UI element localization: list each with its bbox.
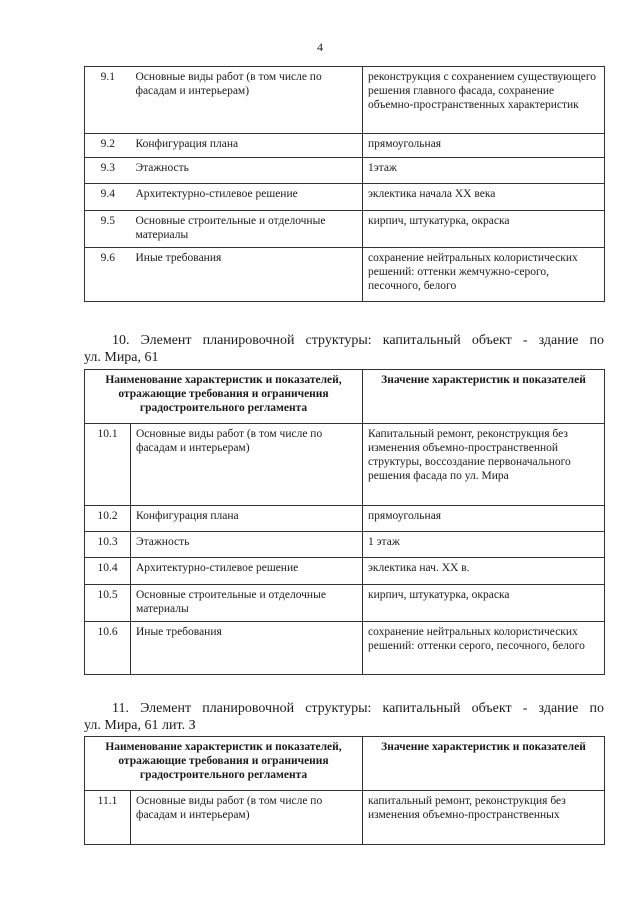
page-number: 4 bbox=[317, 40, 323, 54]
row-characteristic: Основные виды работ (в том числе по фасадам и интерьерам) bbox=[131, 67, 363, 134]
row-value: 1 этаж bbox=[363, 532, 605, 558]
row-characteristic: Основные виды работ (в том числе по фасадам и интерьерам) bbox=[131, 791, 363, 845]
row-number: 9.6 bbox=[85, 248, 131, 302]
row-number: 9.5 bbox=[85, 211, 131, 248]
section-10-heading bbox=[84, 332, 604, 366]
header-value: Значение характеристик и показателей bbox=[363, 737, 605, 791]
row-value: капитальный ремонт, реконструкция без изменения объемно-пространственных bbox=[363, 791, 605, 845]
row-value: эклектика начала XX века bbox=[363, 184, 605, 211]
table-row bbox=[85, 424, 605, 506]
table-header bbox=[85, 737, 605, 791]
table-row bbox=[85, 506, 605, 532]
row-number: 10.3 bbox=[85, 532, 131, 558]
section-11-heading-line1: 11. Элемент планировочной структуры: капитальный объект - здание по bbox=[112, 701, 604, 716]
row-number: 11.1 bbox=[85, 791, 131, 845]
row-characteristic: Иные требования bbox=[131, 248, 363, 302]
row-value: кирпич, штукатурка, окраска bbox=[363, 211, 605, 248]
row-characteristic: Этажность bbox=[131, 532, 363, 558]
row-characteristic: Конфигурация плана bbox=[131, 506, 363, 532]
row-number: 9.3 bbox=[85, 158, 131, 184]
row-number: 10.6 bbox=[85, 622, 131, 675]
section-10-heading-line2: ул. Мира, 61 bbox=[84, 350, 159, 365]
row-value: кирпич, штукатурка, окраска bbox=[363, 585, 605, 622]
row-value: 1этаж bbox=[363, 158, 605, 184]
row-value: прямоугольная bbox=[363, 506, 605, 532]
section-11-heading bbox=[84, 700, 604, 734]
table-row bbox=[85, 211, 605, 248]
header-characteristic: Наименование характеристик и показателей, отражающие требования и ограничения градостроительного регламента bbox=[85, 737, 363, 791]
row-characteristic: Основные строительные и отделочные материалы bbox=[131, 211, 363, 248]
row-characteristic: Основные виды работ (в том числе по фасадам и интерьерам) bbox=[131, 424, 363, 506]
row-number: 9.2 bbox=[85, 134, 131, 158]
row-characteristic: Архитектурно-стилевое решение bbox=[131, 184, 363, 211]
table-row bbox=[85, 532, 605, 558]
section-11-table bbox=[84, 736, 605, 845]
section-10-heading-line1: 10. Элемент планировочной структуры: капитальный объект - здание по bbox=[112, 333, 604, 348]
row-number: 10.1 bbox=[85, 424, 131, 506]
table-row bbox=[85, 67, 605, 134]
row-number: 9.1 bbox=[85, 67, 131, 134]
row-characteristic: Иные требования bbox=[131, 622, 363, 675]
row-number: 10.2 bbox=[85, 506, 131, 532]
row-characteristic: Основные строительные и отделочные материалы bbox=[131, 585, 363, 622]
row-value: реконструкция с сохранением существующего решения главного фасада, сохранение объемно-пространственных характеристик bbox=[363, 67, 605, 134]
row-number: 10.4 bbox=[85, 558, 131, 585]
header-value: Значение характеристик и показателей bbox=[363, 370, 605, 424]
row-value: прямоугольная bbox=[363, 134, 605, 158]
row-characteristic: Конфигурация плана bbox=[131, 134, 363, 158]
row-number: 9.4 bbox=[85, 184, 131, 211]
table-row bbox=[85, 184, 605, 211]
row-value: Капитальный ремонт, реконструкция без изменения объемно-пространственной структуры, воссоздание первоначального решения фасада по ул. Мира bbox=[363, 424, 605, 506]
row-value: эклектика нач. XX в. bbox=[363, 558, 605, 585]
row-value: сохранение нейтральных колористических решений: оттенки серого, песочного, белого bbox=[363, 622, 605, 675]
header-characteristic: Наименование характеристик и показателей, отражающие требования и ограничения градостроительного регламента bbox=[85, 370, 363, 424]
table-row bbox=[85, 558, 605, 585]
section-11-heading-line2: ул. Мира, 61 лит. З bbox=[84, 718, 196, 733]
section-9-table bbox=[84, 66, 605, 302]
table-header bbox=[85, 370, 605, 424]
table-row bbox=[85, 158, 605, 184]
table-row bbox=[85, 622, 605, 675]
table-row bbox=[85, 585, 605, 622]
row-characteristic: Этажность bbox=[131, 158, 363, 184]
section-10-table bbox=[84, 369, 605, 675]
table-row bbox=[85, 791, 605, 845]
row-characteristic: Архитектурно-стилевое решение bbox=[131, 558, 363, 585]
row-value: сохранение нейтральных колористических решений: оттенки жемчужно-серого, песочного, белого bbox=[363, 248, 605, 302]
row-number: 10.5 bbox=[85, 585, 131, 622]
table-row bbox=[85, 134, 605, 158]
table-row bbox=[85, 248, 605, 302]
